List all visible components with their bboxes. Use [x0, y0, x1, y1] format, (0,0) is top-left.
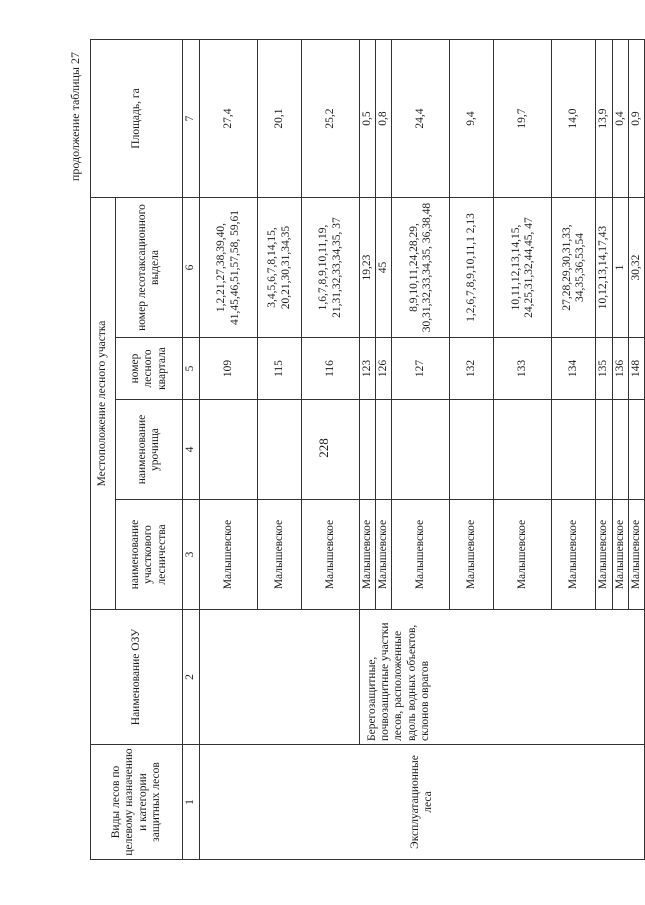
forestry-cell: Малышевское — [450, 500, 494, 610]
forest-type-cell: Эксплуатационные леса — [200, 745, 645, 860]
header-ozu-name: Наименование ОЗУ — [91, 610, 183, 745]
continuation-label: продолжение таблицы 27 — [68, 52, 82, 182]
column-number: 4 — [183, 400, 200, 500]
plots-cell: 19,23 — [360, 198, 376, 338]
area-cell: 25,2 — [302, 40, 360, 198]
header-area: Площадь, га — [91, 40, 183, 198]
tract-cell — [200, 400, 258, 500]
tract-cell — [628, 400, 644, 500]
forestry-cell: Малышевское — [258, 500, 302, 610]
area-cell: 20,1 — [258, 40, 302, 198]
area-cell: 19,7 — [494, 40, 552, 198]
forestry-cell: Малышевское — [628, 500, 644, 610]
header-forest-type: Виды лесов по целевому назначению и категории защитных лесов — [91, 745, 183, 860]
area-cell: 14,0 — [552, 40, 596, 198]
quarter-cell: 133 — [494, 338, 552, 400]
column-number: 5 — [183, 338, 200, 400]
plots-cell: 1,6,7,8,9,10,11,19, 21,31,32,33,34,35, 37 — [302, 198, 360, 338]
header-plots: номер лесотаксационного выдела — [116, 198, 183, 338]
area-cell: 0,4 — [612, 40, 628, 198]
quarter-cell: 123 — [360, 338, 376, 400]
quarter-cell: 115 — [258, 338, 302, 400]
tract-cell — [360, 400, 376, 500]
tract-cell — [552, 400, 596, 500]
table-row — [200, 40, 258, 860]
quarter-cell: 136 — [612, 338, 628, 400]
plots-cell: 10,12,13,14,17,43 — [596, 198, 612, 338]
plots-cell: 3,4,5,6,7,8,14,15, 20,21,30,31,34,35 — [258, 198, 302, 338]
plots-cell: 8,9,10,11,24,28,29, 30,31,32,33,34,35, 36,38,48 — [392, 198, 450, 338]
forestry-cell: Малышевское — [376, 500, 392, 610]
column-number: 3 — [183, 500, 200, 610]
forestry-cell: Малышевское — [552, 500, 596, 610]
quarter-cell: 126 — [376, 338, 392, 400]
forestry-cell: Малышевское — [200, 500, 258, 610]
area-cell: 13,9 — [596, 40, 612, 198]
quarter-cell: 127 — [392, 338, 450, 400]
area-cell: 27,4 — [200, 40, 258, 198]
column-number: 1 — [183, 745, 200, 860]
area-cell: 0,5 — [360, 40, 376, 198]
header-location-group: Местоположение лесного участка — [91, 198, 116, 610]
forestry-cell: Малышевское — [302, 500, 360, 610]
plots-cell: 1 — [612, 198, 628, 338]
tract-cell — [302, 400, 360, 500]
forestry-cell: Малышевское — [494, 500, 552, 610]
quarter-cell: 109 — [200, 338, 258, 400]
quarter-cell: 134 — [552, 338, 596, 400]
plots-cell: 27,28,29,30,31,33, 34,35,36,53,54 — [552, 198, 596, 338]
tract-cell — [494, 400, 552, 500]
plots-cell: 1,2,21,27,38,39,40, 41,45,46,51,57,58, 59,61 — [200, 198, 258, 338]
forest-table — [90, 39, 645, 860]
plots-cell: 10,11,12,13,14,15, 24,25,31,32,44,45, 47 — [494, 198, 552, 338]
plots-cell: 30,32 — [628, 198, 644, 338]
tract-cell — [376, 400, 392, 500]
plots-cell: 1,2,6,7,8,9,10,11,1 2,13 — [450, 198, 494, 338]
area-cell: 9,4 — [450, 40, 494, 198]
quarter-cell: 116 — [302, 338, 360, 400]
header-tract: наименование урочища — [116, 400, 183, 500]
tract-cell — [596, 400, 612, 500]
tract-cell — [392, 400, 450, 500]
header-quarter: номер лесного квартала — [116, 338, 183, 400]
page-number: 228 — [316, 438, 331, 458]
tract-cell — [612, 400, 628, 500]
forestry-cell: Малышевское — [360, 500, 376, 610]
quarter-cell: 135 — [596, 338, 612, 400]
forestry-cell: Малышевское — [596, 500, 612, 610]
quarter-cell: 148 — [628, 338, 644, 400]
table-sheet — [60, 40, 642, 860]
area-cell: 24,4 — [392, 40, 450, 198]
header-forestry: наименование участкового лесничества — [116, 500, 183, 610]
tract-cell — [450, 400, 494, 500]
forestry-cell: Малышевское — [392, 500, 450, 610]
quarter-cell: 132 — [450, 338, 494, 400]
column-number: 6 — [183, 198, 200, 338]
column-number: 2 — [183, 610, 200, 745]
area-cell: 0,8 — [376, 40, 392, 198]
plots-cell: 45 — [376, 198, 392, 338]
table-row — [360, 40, 376, 860]
ozu-name-cell: Берегозащитные, почвозащитные участки лесов, расположенные вдоль водных объектов, склонов оврагов — [360, 610, 645, 745]
tract-cell — [258, 400, 302, 500]
area-cell: 0,9 — [628, 40, 644, 198]
forestry-cell: Малышевское — [612, 500, 628, 610]
column-number: 7 — [183, 40, 200, 198]
